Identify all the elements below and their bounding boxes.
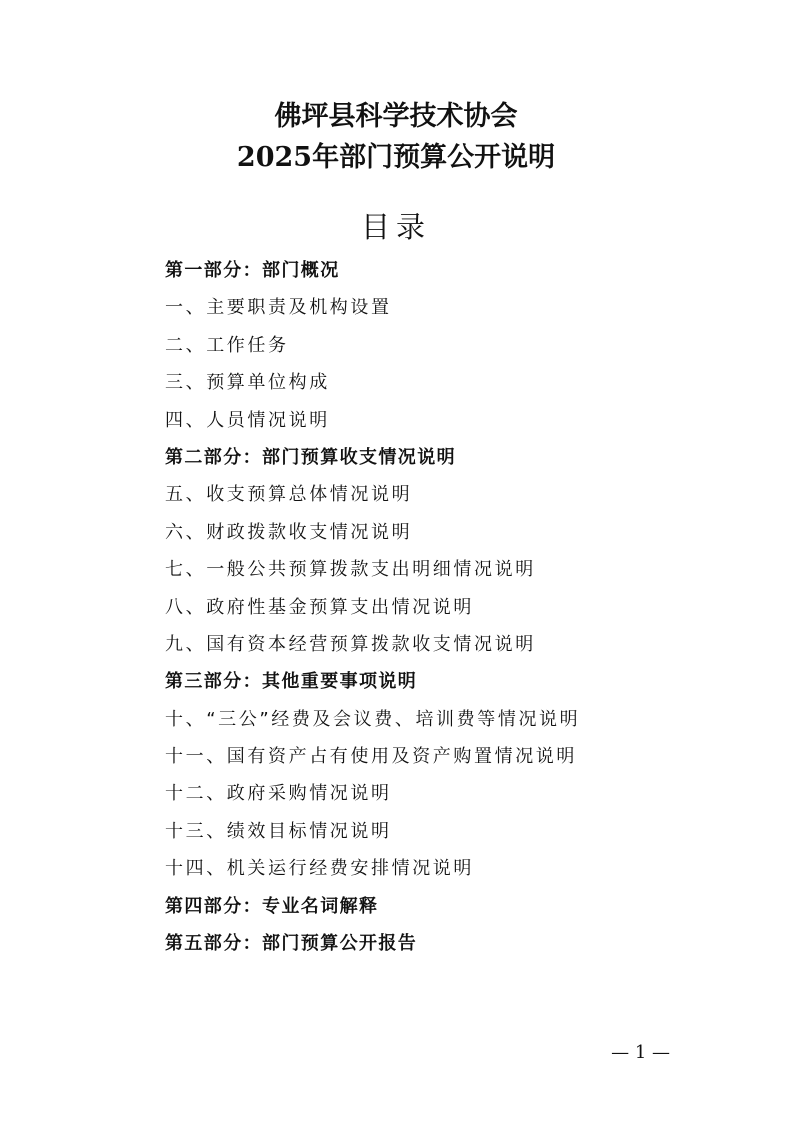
toc-part-heading: 第二部分：部门预算收支情况说明 [165,446,456,468]
toc-part-heading: 第一部分：部门概况 [165,260,340,281]
toc-part-heading: 第四部分：专业名词解释 [165,895,379,917]
toc-item: 三、预算单位构成 [165,372,330,394]
toc-item: 十、“三公”经费及会议费、培训费等情况说明 [165,708,581,730]
toc-item: 七、一般公共预算拨款支出明细情况说明 [165,559,536,581]
page-number: — 1 — [611,1042,670,1063]
toc-item: 十一、国有资产占有使用及资产购置情况说明 [165,746,577,768]
toc-item: 十四、机关运行经费安排情况说明 [165,858,474,880]
toc-part-heading: 第三部分：其他重要事项说明 [165,671,418,693]
table-of-contents [165,252,725,962]
toc-part-heading: 第五部分：部门预算公开报告 [165,933,418,955]
title-line-subject: 2025年部门预算公开说明 [236,142,556,173]
toc-item: 八、政府性基金预算支出情况说明 [165,596,474,618]
toc-item: 四、人员情况说明 [165,409,330,431]
toc-item: 九、国有资本经营预算拨款收支情况说明 [165,633,536,655]
toc-item: 一、主要职责及机构设置 [165,297,392,319]
toc-item: 六、财政拨款收支情况说明 [165,521,413,543]
toc-item: 十三、绩效目标情况说明 [165,820,392,842]
toc-item: 五、收支预算总体情况说明 [165,484,413,506]
toc-item: 十二、政府采购情况说明 [165,783,392,805]
toc-heading: 目录 [360,210,431,244]
document-title [0,96,792,178]
toc-item: 二、工作任务 [165,334,289,356]
title-line-organization: 佛坪县科学技术协会 [274,101,518,132]
